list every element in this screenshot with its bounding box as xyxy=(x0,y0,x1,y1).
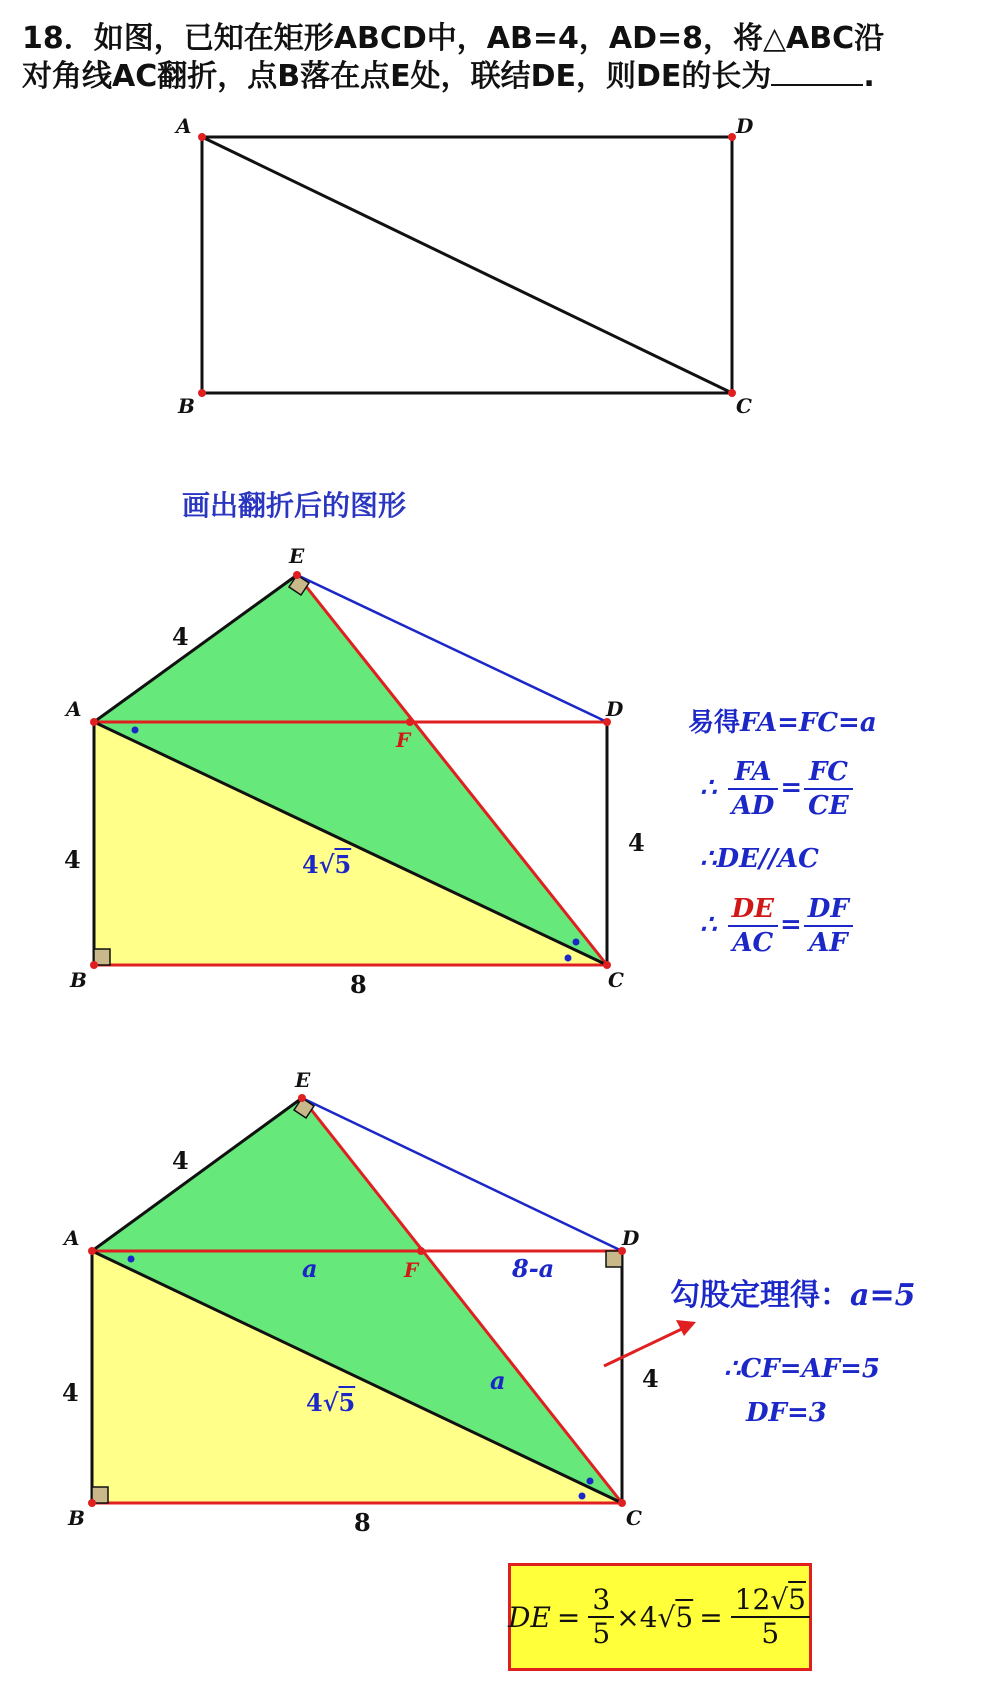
fig1-point-d xyxy=(728,133,736,141)
note2-therefore-1: ∴ xyxy=(700,773,717,803)
fig1-label-d: D xyxy=(736,114,754,138)
problem-end: . xyxy=(863,59,875,94)
formula-eq-2: = xyxy=(699,1600,723,1634)
fig1-label-a: A xyxy=(176,114,192,138)
fig2-length-ab: 4 xyxy=(64,845,81,874)
fig2-label-c: C xyxy=(608,968,624,992)
fig3-length-ae: 4 xyxy=(172,1146,189,1175)
note3-pythagoras xyxy=(670,1270,915,1314)
fig3-angle-dot-a xyxy=(128,1256,135,1263)
fig1-label-c: C xyxy=(736,394,752,418)
fig3-label-e: E xyxy=(295,1068,311,1092)
fig1-label-b: B xyxy=(178,394,195,418)
fig3-point-b xyxy=(88,1499,96,1507)
fig3-length-bc: 8 xyxy=(354,1508,371,1537)
fig3-angle-dot-c2 xyxy=(579,1493,586,1500)
frac-fa: FA xyxy=(728,756,779,790)
formula-times: × xyxy=(616,1600,640,1634)
formula-num-2: 12√5 xyxy=(731,1584,810,1618)
figure-1 xyxy=(198,133,736,397)
fig3-length-cd: 4 xyxy=(642,1364,659,1393)
fig3-arrow-head xyxy=(676,1320,696,1336)
fig2-point-a xyxy=(90,718,98,726)
note2-fa-fc xyxy=(688,702,877,739)
frac-ad: AD xyxy=(731,791,775,821)
note2-ratio-2 xyxy=(700,893,855,959)
fig3-point-a xyxy=(88,1247,96,1255)
fig3-label-f: F xyxy=(404,1258,419,1282)
fig1-point-c xyxy=(728,389,736,397)
problem-line-2-text: 对角线AC翻折，点B落在点E处，联结DE，则DE的长为 xyxy=(22,59,772,94)
frac-ac: AC xyxy=(732,928,774,958)
fig3-length-fc: a xyxy=(490,1366,506,1395)
figure-2 xyxy=(90,571,611,969)
formula-coef: 4 xyxy=(639,1600,658,1634)
frac-fc-ce xyxy=(804,756,853,822)
formula-num-1: 3 xyxy=(588,1584,614,1618)
fig3-length-ac: 4√5 xyxy=(306,1388,356,1417)
problem-line-1: 18．如图，已知在矩形ABCD中，AB=4，AD=8，将△ABC沿 xyxy=(22,21,885,56)
fig1-diagonal-ac xyxy=(202,137,732,393)
fig3-point-c xyxy=(618,1499,626,1507)
fig2-angle-dot-a xyxy=(132,727,139,734)
fig2-length-bc: 8 xyxy=(350,970,367,999)
fig2-angle-dot-c2 xyxy=(565,955,572,962)
formula-den-1: 5 xyxy=(592,1617,611,1650)
fig2-point-e xyxy=(293,571,301,579)
frac-af: AF xyxy=(808,928,848,958)
frac-ce: CE xyxy=(808,791,849,821)
fig3-length-fd: 8-a xyxy=(512,1254,555,1283)
note2-parallel: ∴DE//AC xyxy=(700,844,819,874)
fig3-angle-dot-c1 xyxy=(587,1478,594,1485)
fig3-length-ab: 4 xyxy=(62,1378,79,1407)
note2-prefix: 易得 xyxy=(688,708,741,738)
formula-lhs: DE xyxy=(508,1600,551,1634)
fig2-label-a: A xyxy=(66,697,82,721)
note3-prefix: 勾股定理得： xyxy=(670,1278,850,1313)
frac-df-af xyxy=(804,893,853,959)
fig2-label-d: D xyxy=(606,697,624,721)
fig3-ac-coef: 4 xyxy=(306,1388,323,1417)
note3-cf-af: ∴CF=AF=5 xyxy=(724,1354,880,1384)
formula-num-2-coef: 12 xyxy=(734,1583,771,1616)
fig2-length-ae: 4 xyxy=(172,622,189,651)
fig3-arrow-shaft xyxy=(604,1327,686,1366)
fig2-ac-coef: 4 xyxy=(302,850,319,879)
formula-frac-2 xyxy=(731,1584,810,1650)
step-title: 画出翻折后的图形 xyxy=(182,489,407,522)
fig3-ac-rad: 5 xyxy=(338,1388,356,1417)
formula-den-2: 5 xyxy=(761,1617,780,1650)
note3-df: DF=3 xyxy=(746,1398,827,1428)
note2-therefore-2: ∴ xyxy=(700,910,717,940)
frac-df: DF xyxy=(804,893,853,927)
note2-ratio-1 xyxy=(700,756,855,822)
fig2-length-ac: 4√5 xyxy=(302,850,352,879)
fig2-point-b xyxy=(90,961,98,969)
formula-num-2-rad: 5 xyxy=(788,1583,806,1616)
fig3-point-f xyxy=(417,1247,425,1255)
note2-eq: FA=FC=a xyxy=(740,708,877,738)
fig2-label-b: B xyxy=(70,968,87,992)
fig2-point-f xyxy=(406,718,414,726)
fig1-point-b xyxy=(198,389,206,397)
fig3-point-e xyxy=(298,1094,306,1102)
fig2-length-cd: 4 xyxy=(628,828,645,857)
fig3-label-a: A xyxy=(64,1226,80,1250)
frac-fc: FC xyxy=(804,756,853,790)
final-formula: DE = $\frac{3}{5}$ × 4 √ 5 = $\frac{12√5}{5}$ xyxy=(508,1563,812,1671)
fig2-ac-rad: 5 xyxy=(334,850,352,879)
note2-eq-2: = xyxy=(779,910,802,940)
fig2-angle-dot-c1 xyxy=(573,939,580,946)
note3-eq: a=5 xyxy=(850,1278,916,1313)
fig1-point-a xyxy=(198,133,206,141)
frac-fa-ad xyxy=(728,756,779,822)
note2-eq-1: = xyxy=(780,773,803,803)
fig3-label-b: B xyxy=(68,1506,85,1530)
fig3-label-c: C xyxy=(626,1506,642,1530)
fig3-length-af: a xyxy=(302,1254,318,1283)
fig3-label-d: D xyxy=(622,1226,640,1250)
formula-frac-1 xyxy=(588,1584,614,1650)
fig2-label-e: E xyxy=(289,544,305,568)
formula-eq-1: = xyxy=(556,1600,581,1634)
frac-de: DE xyxy=(728,893,778,927)
formula-rad: 5 xyxy=(675,1600,694,1634)
fig2-label-f: F xyxy=(396,728,411,752)
frac-de-ac xyxy=(728,893,778,959)
